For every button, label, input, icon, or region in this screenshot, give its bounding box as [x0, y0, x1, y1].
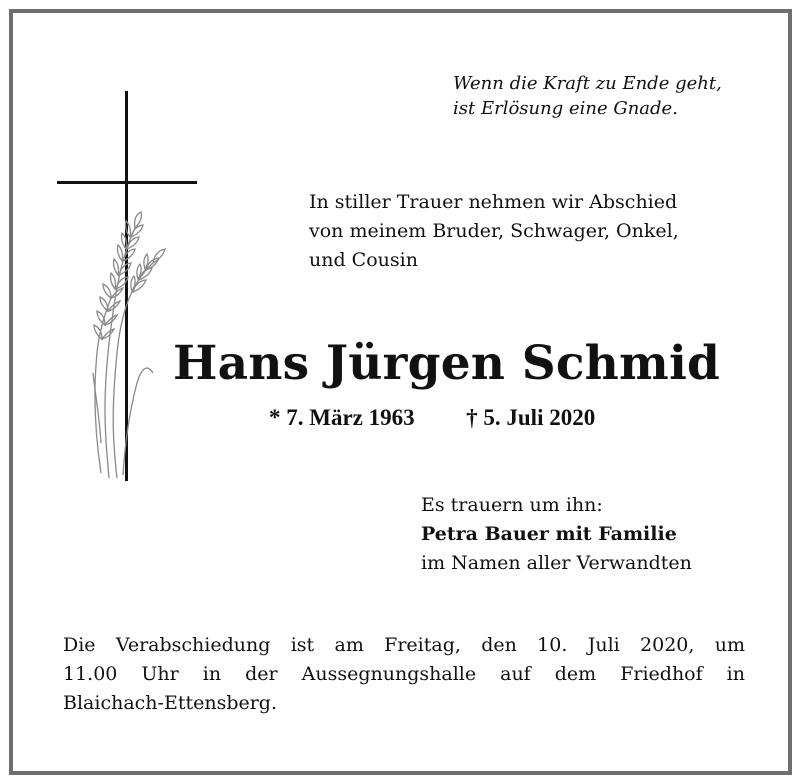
- mourners-relatives: im Namen aller Verwandten: [421, 552, 692, 574]
- intro-text: [309, 188, 769, 275]
- deceased-name: Hans Jürgen Schmid: [173, 336, 721, 391]
- life-dates: [269, 405, 689, 431]
- service-line: Die Verabschiedung ist am Freitag, den 10. Juli 2020, um: [63, 634, 745, 656]
- quote: [453, 71, 753, 121]
- intro-line: In stiller Trauer nehmen wir Abschied: [309, 191, 678, 213]
- death-date: † 5. Juli 2020: [466, 405, 596, 430]
- mourners-intro: Es trauern um ihn:: [421, 494, 603, 516]
- cross-icon: [57, 91, 197, 481]
- intro-line: von meinem Bruder, Schwager, Onkel,: [309, 220, 679, 242]
- service-info: [63, 631, 745, 718]
- mourners-family: Petra Bauer mit Familie: [421, 523, 677, 545]
- birth-date: * 7. März 1963: [269, 405, 415, 430]
- mourners: [421, 491, 771, 578]
- quote-line: ist Erlösung eine Gnade.: [453, 98, 678, 119]
- notice-content: [13, 13, 788, 771]
- wheat-icon: [93, 212, 165, 478]
- decoration: [13, 13, 213, 493]
- service-line: Blaichach-Ettensberg.: [63, 692, 278, 714]
- quote-line: Wenn die Kraft zu Ende geht,: [453, 73, 722, 94]
- service-line: 11.00 Uhr in der Aussegnungshalle auf dem Friedhof in: [63, 663, 745, 685]
- intro-line: und Cousin: [309, 249, 418, 271]
- notice-frame: [9, 9, 792, 775]
